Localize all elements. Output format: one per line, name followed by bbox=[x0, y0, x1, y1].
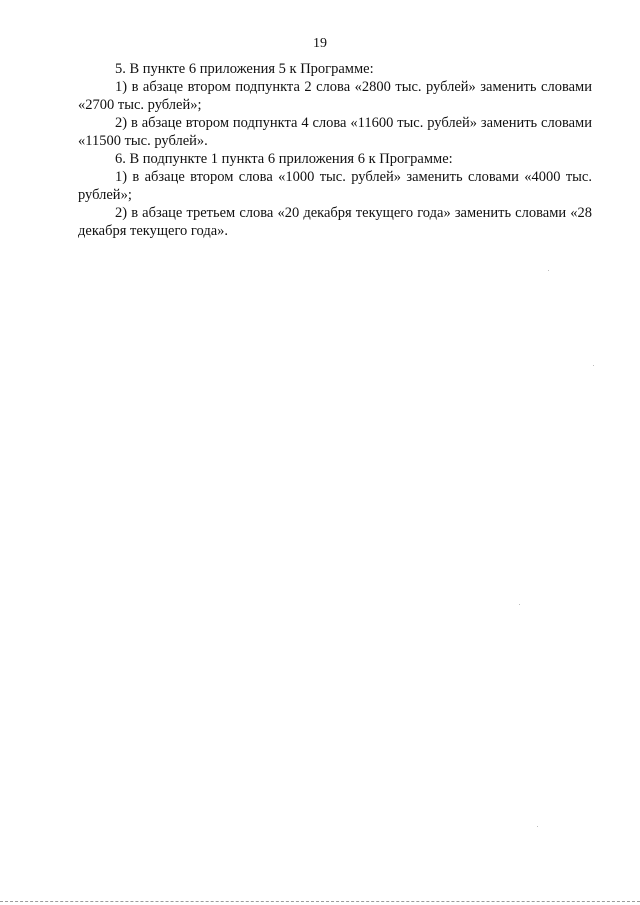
section-5-heading: 5. В пункте 6 приложения 5 к Программе: bbox=[115, 61, 374, 77]
scan-speck bbox=[519, 604, 520, 605]
scan-speck bbox=[593, 365, 594, 366]
section-6-item-2: 2) в абзаце третьем слова «20 декабря текущего года» заменить словами «28 декабря текущего года». bbox=[78, 205, 592, 239]
section-5-item-1: 1) в абзаце втором подпункта 2 слова «2800 тыс. рублей» заменить словами «2700 тыс. рублей»; bbox=[78, 79, 592, 113]
scan-bottom-edge bbox=[0, 901, 640, 902]
section-6-item-1: 1) в абзаце втором слова «1000 тыс. рублей» заменить словами «4000 тыс. рублей»; bbox=[78, 169, 592, 203]
section-5-item-2: 2) в абзаце втором подпункта 4 слова «11600 тыс. рублей» заменить словами «11500 тыс. рублей». bbox=[78, 115, 592, 149]
scan-speck bbox=[537, 826, 538, 827]
page-number: 19 bbox=[313, 36, 327, 51]
document-body bbox=[78, 60, 592, 240]
section-6-heading: 6. В подпункте 1 пункта 6 приложения 6 к Программе: bbox=[115, 151, 453, 167]
scan-speck bbox=[548, 270, 549, 271]
